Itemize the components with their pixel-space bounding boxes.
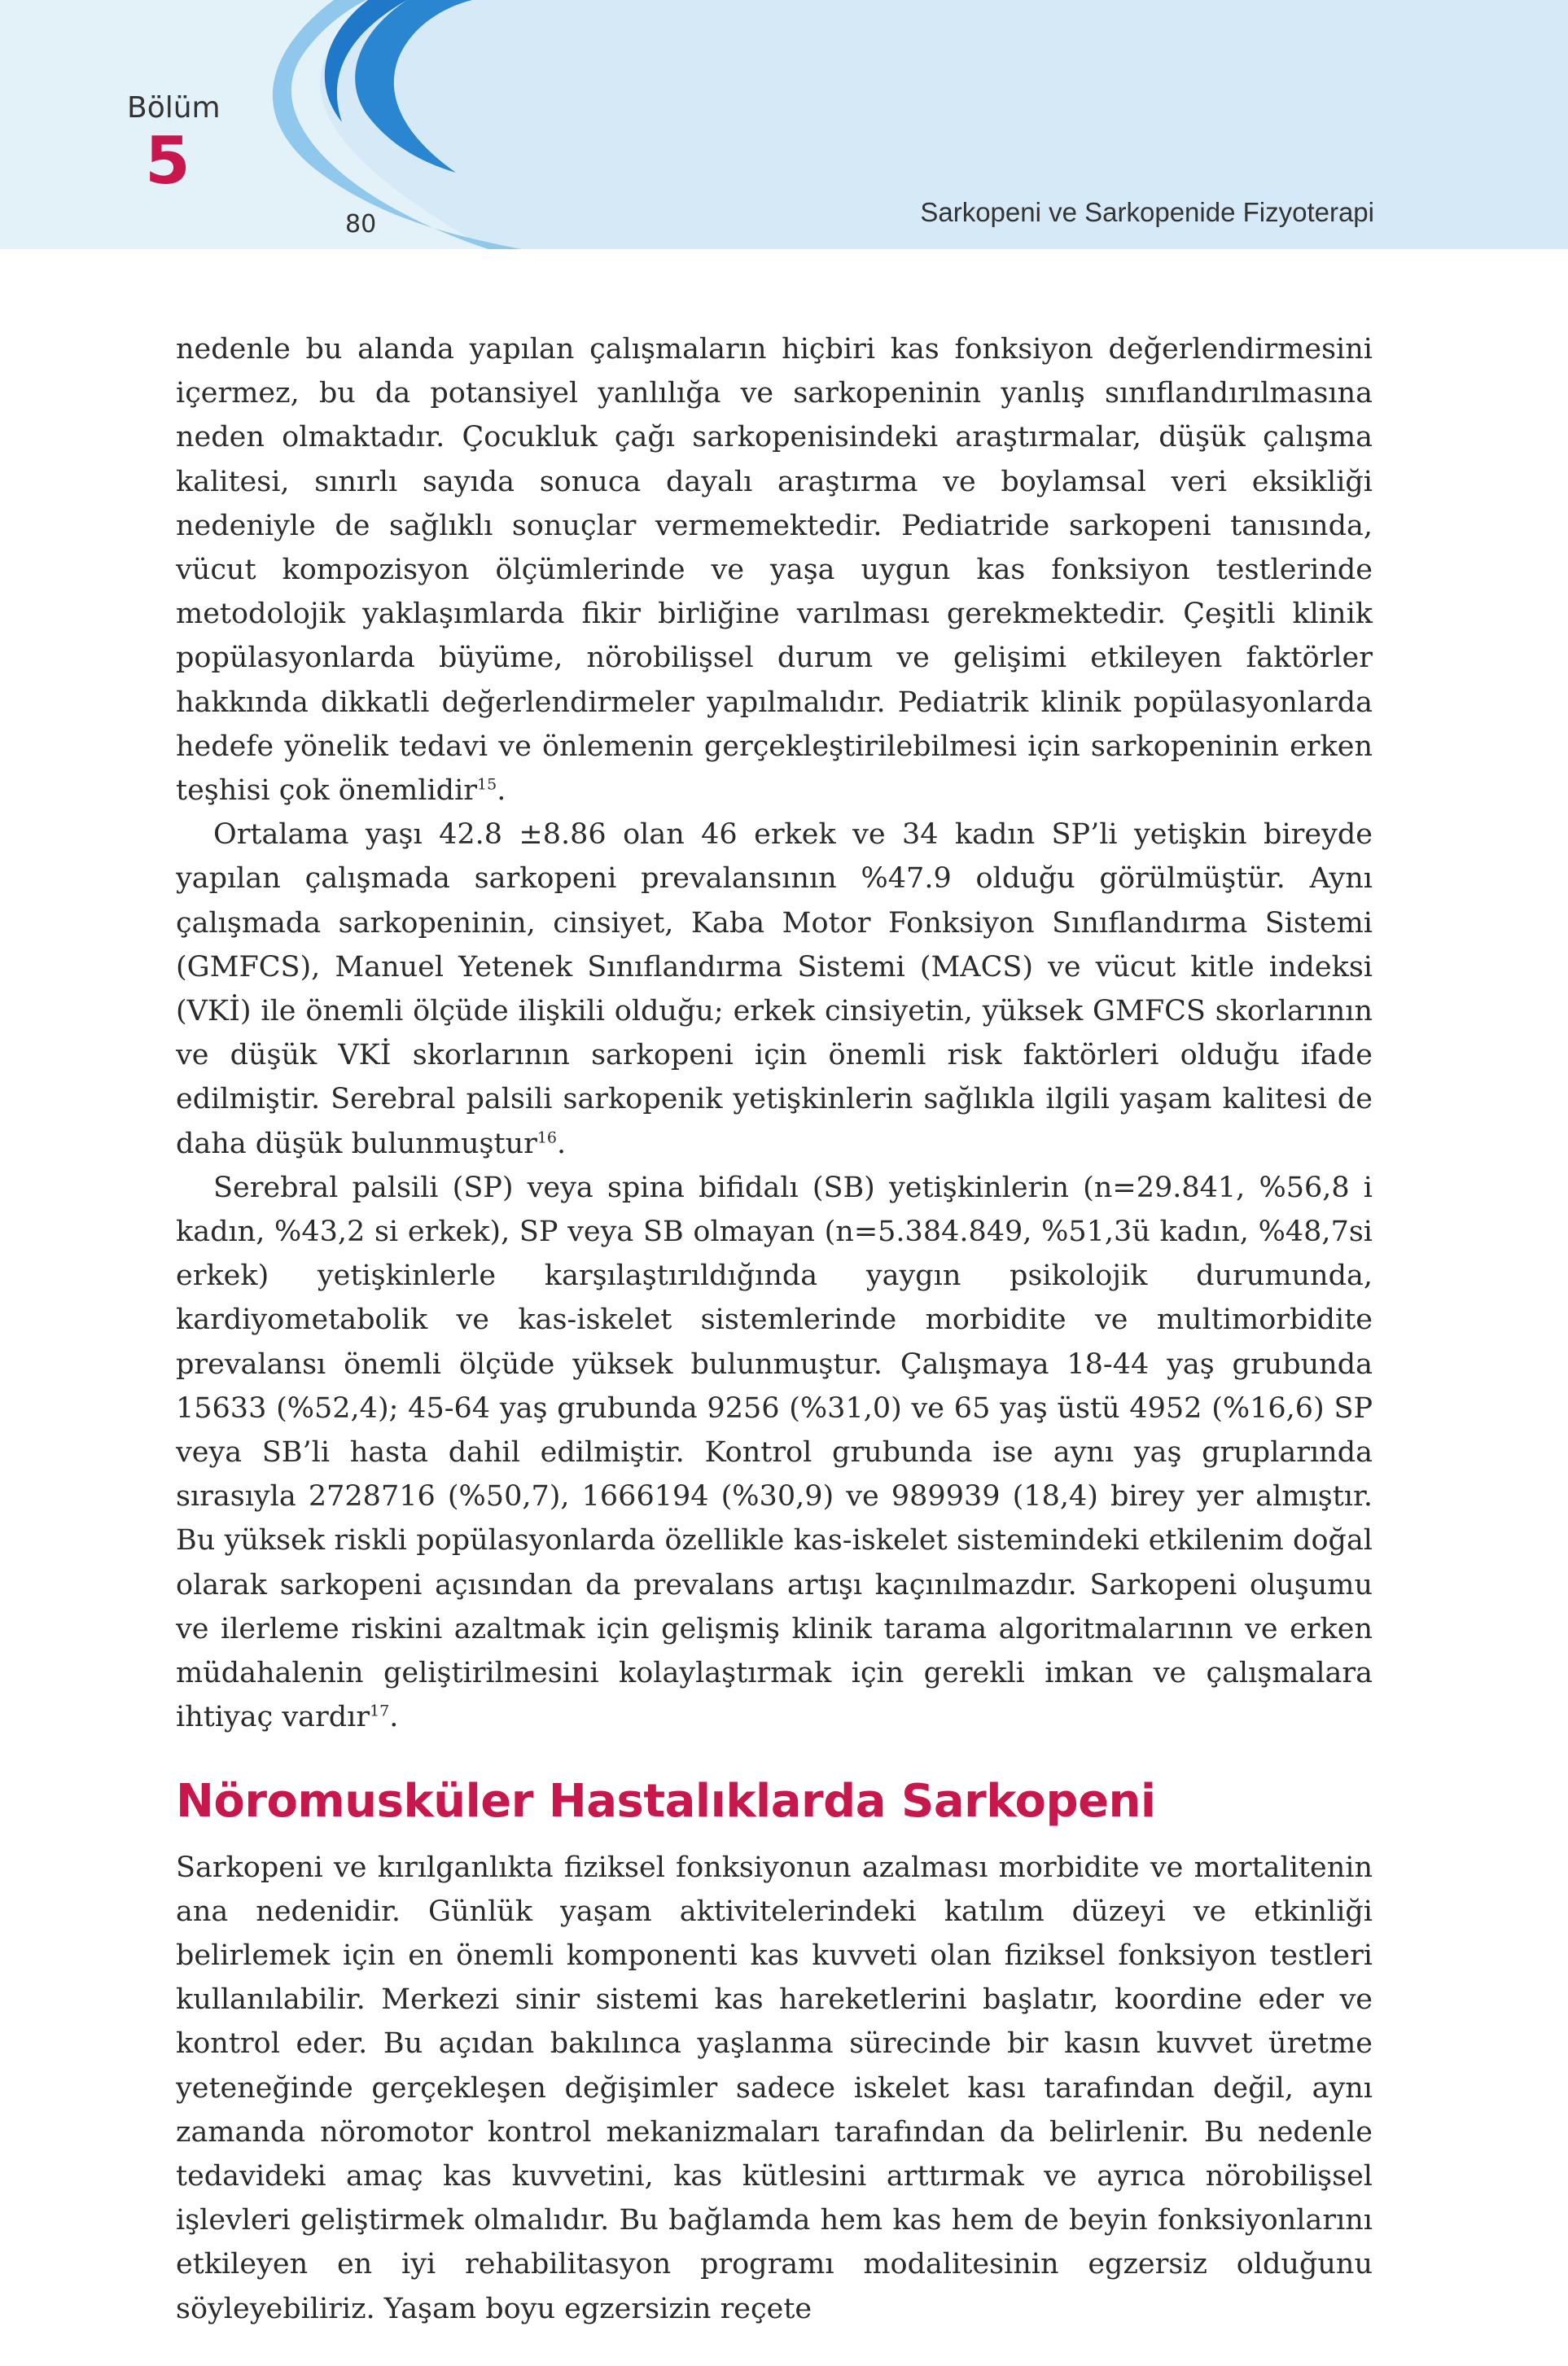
paragraph-3-text: Serebral palsili (SP) veya spina bifidalı (SB) yetişkinlerin (n=29.841, %56,8 i kadın, %43,2 si erkek), SP veya SB olmayan (n=5.384.849, %51,3ü kadın, %48,7si erkek) yetişkinlerle karşılaştırıldığında yaygın psikolojik durumunda, kardiyometabolik ve kas-iskelet sistemlerinde morbidite ve multimorbidite prevalansı önemli ölçüde yüksek bulunmuştur. Çalışmaya 18-44 yaş grubunda 15633 (%52,4); 45-64 yaş grubunda 9256 (%31,0) ve 65 yaş üstü 4952 (%16,6) SP veya SB’li hasta dahil edilmiştir. Kontrol grubunda ise aynı yaş gruplarında sırasıyla 2728716 (%50,7), 1666194 (%30,9) ve 989939 (18,4) birey yer almıştır. Bu yüksek riskli popülasyonlarda özellikle kas-iskelet sistemindeki etkilenim doğal olarak sarkopeni açısından da prevalans artışı kaçınılmazdır. Sarkopeni oluşumu ve ilerleme riskini azaltmak için gelişmiş klinik tarama algoritmalarının ve erken müdahalenin geliştirilmesini kolaylaştırmak için gerekli imkan ve çalışmalara ihtiyaç vardır [176, 1171, 1373, 1734]
paragraph-3: Serebral palsili (SP) veya spina bifidalı (SB) yetişkinlerin (n=29.841, %56,8 i kadın, %43,2 si erkek), SP veya SB olmayan (n=5.384.849, %51,3ü kadın, %48,7si erkek) yetişkinlerle karşılaştırıldığında yaygın psikolojik durumunda, kardiyometabolik ve kas-iskelet sistemlerinde morbidite ve multimorbidite prevalansı önemli ölçüde yüksek bulunmuştur. Çalışmaya 18-44 yaş grubunda 15633 (%52,4); 45-64 yaş grubunda 9256 (%31,0) ve 65 yaş üstü 4952 (%16,6) SP veya SB’li hasta dahil edilmiştir. Kontrol grubunda ise aynı yaş gruplarında sırasıyla 2728716 (%50,7), 1666194 (%30,9) ve 989939 (18,4) birey yer almıştır. Bu yüksek riskli popülasyonlarda özellikle kas-iskelet sistemindeki etkilenim doğal olarak sarkopeni açısından da prevalans artışı kaçınılmazdır. Sarkopeni oluşumu ve ilerleme riskini azaltmak için gelişmiş klinik tarama algoritmalarının ve erken müdahalenin geliştirilmesini kolaylaştırmak için gerekli imkan ve çalışmalara ihtiyaç vardır$^{17}$. [176, 1171, 1373, 1734]
page-header [0, 0, 1568, 249]
paragraph-1-text: nedenle bu alanda yapılan çalışmaların hiçbiri kas fonksiyon değerlendirmesini içermez, bu da potansiyel yanlılığa ve sarkopeninin yanlış sınıflandırılmasına neden olmaktadır. Çocukluk çağı sarkopenisindeki araştırmalar, düşük çalışma kalitesi, sınırlı sayıda sonuca dayalı araştırma ve boylamsal veri eksikliği nedeniyle de sağlıklı sonuçlar vermemektedir. Pediatride sarkopeni tanısında, vücut kompozisyon ölçümlerinde ve yaşa uygun kas fonksiyon testlerinde metodolojik yaklaşımlarda fikir birliğine varılması gerekmektedir. Çeşitli klinik popülasyonlarda büyüme, nörobilişsel durum ve gelişimi etkileyen faktörler hakkında dikkatli değerlendirmeler yapılmalıdır. Pediatrik klinik popülasyonlarda hedefe yönelik tedavi ve önlemenin gerçekleştirilebilmesi için sarkopeninin erken teşhisi çok önemlidir [176, 333, 1373, 808]
paragraph-4: Sarkopeni ve kırılganlıkta fiziksel fonksiyonun azalması morbidite ve mortalitenin ana nedenidir. Günlük yaşam aktivitelerindeki katılım düzeyi ve etkinliği belirlemek için en önemli komponenti kas kuvveti olan fiziksel fonksiyon testleri kullanılabilir. Merkezi sinir sistemi kas hareketlerini başlatır, koordine eder ve kontrol eder. Bu açıdan bakılınca yaşlanma sürecinde bir kasın kuvvet üretme yeteneğinde gerçekleşen değişimler sadece iskelet kası tarafından değil, aynı zamanda nöromotor kontrol mekanizmaları tarafından da belirlenir. Bu nedenle tedavideki amaç kas kuvvetini, kas kütlesini arttırmak ve ayrıca nörobilişsel işlevleri geliştirmek olmalıdır. Bu bağlamda hem kas hem de beyin fonksiyonlarını etkileyen en iyi rehabilitasyon programı modalitesinin egzersiz olduğunu söyleyebiliriz. Yaşam boyu egzersizin reçete [176, 1851, 1373, 2325]
running-title: Sarkopeni ve Sarkopenide Fizyoterapi [920, 197, 1374, 227]
page-body [176, 327, 1373, 2331]
paragraph-2-text: Ortalama yaşı 42.8 ±8.86 olan 46 erkek ve 34 kadın SP’li yetişkin bireyde yapılan çalışmada sarkopeni prevalansının %47.9 olduğu görülmüştür. Aynı çalışmada sarkopeninin, cinsiyet, Kaba Motor Fonksiyon Sınıflandırma Sistemi (GMFCS), Manuel Yetenek Sınıflandırma Sistemi (MACS) ve vücut kitle indeksi (VKİ) ile önemli ölçüde ilişkili olduğu; erkek cinsiyetin, yüksek GMFCS skorlarının ve düşük VKİ skorlarının sarkopeni için önemli risk faktörleri olduğu ifade edilmiştir. Serebral palsili sarkopenik yetişkinlerin sağlıkla ilgili yaşam kalitesi de daha düşük bulunmuştur [176, 818, 1373, 1160]
paragraph-2: Ortalama yaşı 42.8 ±8.86 olan 46 erkek ve 34 kadın SP’li yetişkin bireyde yapılan çalışmada sarkopeni prevalansının %47.9 olduğu görülmüştür. Aynı çalışmada sarkopeninin, cinsiyet, Kaba Motor Fonksiyon Sınıflandırma Sistemi (GMFCS), Manuel Yetenek Sınıflandırma Sistemi (MACS) ve vücut kitle indeksi (VKİ) ile önemli ölçüde ilişkili olduğu; erkek cinsiyetin, yüksek GMFCS skorlarının ve düşük VKİ skorlarının sarkopeni için önemli risk faktörleri olduğu ifade edilmiştir. Serebral palsili sarkopenik yetişkinlerin sağlıkla ilgili yaşam kalitesi de daha düşük bulunmuştur$^{16}$. [176, 818, 1373, 1160]
citation-17: 17 [370, 1702, 390, 1720]
citation-15: 15 [477, 775, 497, 794]
page-number: 80 [345, 210, 377, 239]
chapter-number: 5 [145, 123, 191, 199]
section-heading: Nöromusküler Hastalıklarda Sarkopeni [176, 1774, 1156, 1828]
paragraph-1: nedenle bu alanda yapılan çalışmaların hiçbiri kas fonksiyon değerlendirmesini içermez, bu da potansiyel yanlılığa ve sarkopeninin yanlış sınıflandırılmasına neden olmaktadır. Çocukluk çağı sarkopenisindeki araştırmalar, düşük çalışma kalitesi, sınırlı sayıda sonuca dayalı araştırma ve boylamsal veri eksikliği nedeniyle de sağlıklı sonuçlar vermemektedir. Pediatride sarkopeni tanısında, vücut kompozisyon ölçümlerinde ve yaşa uygun kas fonksiyon testlerinde metodolojik yaklaşımlarda fikir birliğine varılması gerekmektedir. Çeşitli klinik popülasyonlarda büyüme, nörobilişsel durum ve gelişimi etkileyen faktörler hakkında dikkatli değerlendirmeler yapılmalıdır. Pediatrik klinik popülasyonlarda hedefe yönelik tedavi ve önlemenin gerçekleştirilebilmesi için sarkopeninin erken teşhisi çok önemlidir$^{15}$. [176, 333, 1373, 808]
citation-16: 16 [537, 1128, 558, 1146]
chapter-label: Bölüm [127, 91, 221, 125]
